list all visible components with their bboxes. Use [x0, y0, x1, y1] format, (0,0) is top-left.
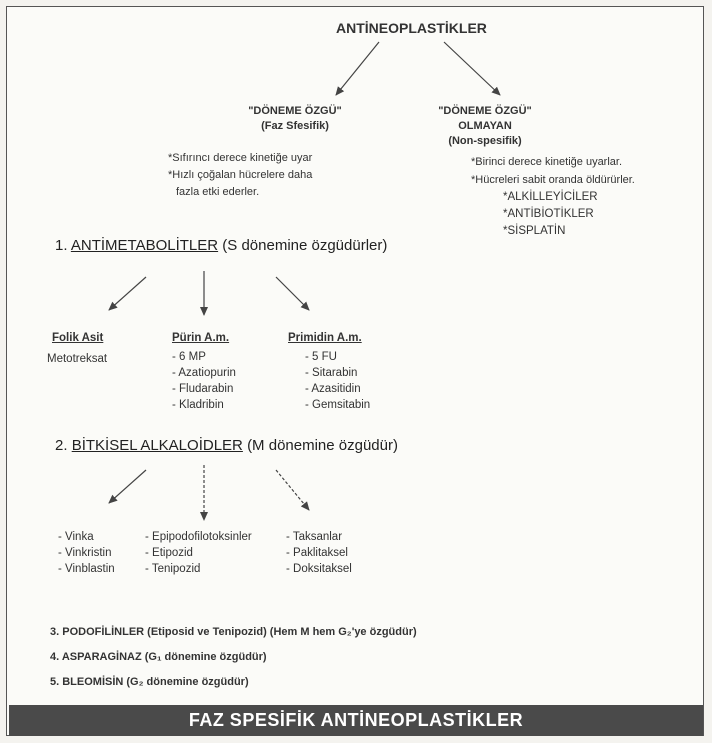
- vinka-item: - Vinka: [58, 531, 94, 543]
- arrow-to-non-specific: [444, 42, 500, 95]
- phase-specific-line2: (Faz Sfesifik): [261, 120, 329, 132]
- arrow-to-vinka: [109, 470, 146, 503]
- primidin-item: - 5 FU: [305, 351, 337, 363]
- phase-note: fazla etki ederler.: [176, 186, 260, 198]
- non-specific-drug: *SİSPLATİN: [503, 225, 566, 237]
- section1-name: ANTİMETABOLİTLER: [70, 237, 219, 254]
- folik-asit-column: [47, 332, 108, 367]
- section2-heading: [55, 437, 398, 454]
- folik-asit-item: Metotreksat: [47, 353, 108, 365]
- non-specific-note: *Birinci derece kinetiğe uyarlar.: [471, 156, 623, 168]
- phase-note: *Hızlı çoğalan hücrelere daha: [168, 169, 313, 181]
- vinka-item: - Vinkristin: [58, 547, 112, 559]
- non-specific-line2: OLMAYAN: [458, 120, 512, 132]
- vinka-item: - Vinblastin: [58, 563, 115, 575]
- non-specific-notes: [471, 154, 635, 240]
- page-title: ANTİNEOPLASTİKLER: [336, 20, 487, 36]
- primidin-column: [288, 332, 370, 413]
- footer-banner: FAZ SPESİFİK ANTİNEOPLASTİKLER: [9, 705, 703, 736]
- non-specific-drug: *ANTİBİOTİKLER: [503, 208, 594, 220]
- epipodofilotoksin-item: - Etipozid: [145, 547, 193, 559]
- vinka-column: [58, 529, 115, 577]
- folik-asit-header: Folik Asit: [52, 332, 104, 344]
- bleomisin-item: 5. BLEOMİSİN (G₂ dönemine özgüdür): [50, 676, 249, 688]
- non-specific-line1: "DÖNEME ÖZGÜ": [438, 105, 532, 117]
- asparaginaz-item: 4. ASPARAGİNAZ (G₁ dönemine özgüdür): [50, 651, 267, 663]
- taksan-item: - Paklitaksel: [286, 547, 348, 559]
- purin-item: - Fludarabin: [172, 383, 234, 395]
- epipodofilotoksin-item: - Tenipozid: [145, 563, 201, 575]
- epipodofilotoksin-column: [145, 529, 252, 577]
- arrow-to-folik-asit: [109, 277, 146, 310]
- section1-suffix: (S dönemine özgüdürler): [222, 237, 388, 254]
- primidin-header: Primidin A.m.: [288, 332, 362, 344]
- taksan-item: - Taksanlar: [286, 531, 343, 543]
- epipodofilotoksin-item: - Epipodofilotoksinler: [145, 531, 252, 543]
- arrow-to-taksanlar: [276, 470, 309, 510]
- purin-item: - 6 MP: [172, 351, 206, 363]
- purin-items: [172, 349, 236, 413]
- primidin-item: - Sitarabin: [305, 367, 358, 379]
- phase-specific-line1: "DÖNEME ÖZGÜ": [248, 105, 342, 117]
- non-specific-heading: [418, 104, 552, 149]
- taksan-item: - Doksitaksel: [286, 563, 352, 575]
- purin-item: - Azatiopurin: [172, 367, 236, 379]
- phase-specific-notes: [168, 150, 312, 201]
- phase-note: *Sıfırıncı derece kinetiğe uyar: [168, 152, 313, 164]
- section2-number: 2.: [55, 437, 68, 454]
- purin-item: - Kladribin: [172, 399, 224, 411]
- podofilinler-item: 3. PODOFİLİNLER (Etiposid ve Tenipozid) (Hem M hem G₂'ye özgüdür): [50, 626, 417, 638]
- purin-header: Pürin A.m.: [172, 332, 230, 344]
- non-specific-drug-list: [471, 189, 635, 240]
- section1-number: 1.: [55, 237, 68, 254]
- section2-name: BİTKİSEL ALKALOİDLER: [71, 437, 243, 454]
- primidin-item: - Gemsitabin: [305, 399, 371, 411]
- non-specific-drug: *ALKİLLEYİCİLER: [503, 191, 598, 203]
- section1-heading: [55, 237, 387, 254]
- taksan-column: [286, 529, 352, 577]
- section2-suffix: (M dönemine özgüdür): [247, 437, 398, 454]
- primidin-items: [305, 349, 370, 413]
- phase-specific-heading: [238, 104, 352, 134]
- arrow-to-phase-specific: [336, 42, 379, 95]
- arrow-to-primidin: [276, 277, 309, 310]
- non-specific-note: *Hücreleri sabit oranda öldürürler.: [471, 174, 635, 186]
- purin-column: [172, 332, 236, 413]
- primidin-item: - Azasitidin: [305, 383, 361, 395]
- non-specific-line3: (Non-spesifik): [448, 135, 522, 147]
